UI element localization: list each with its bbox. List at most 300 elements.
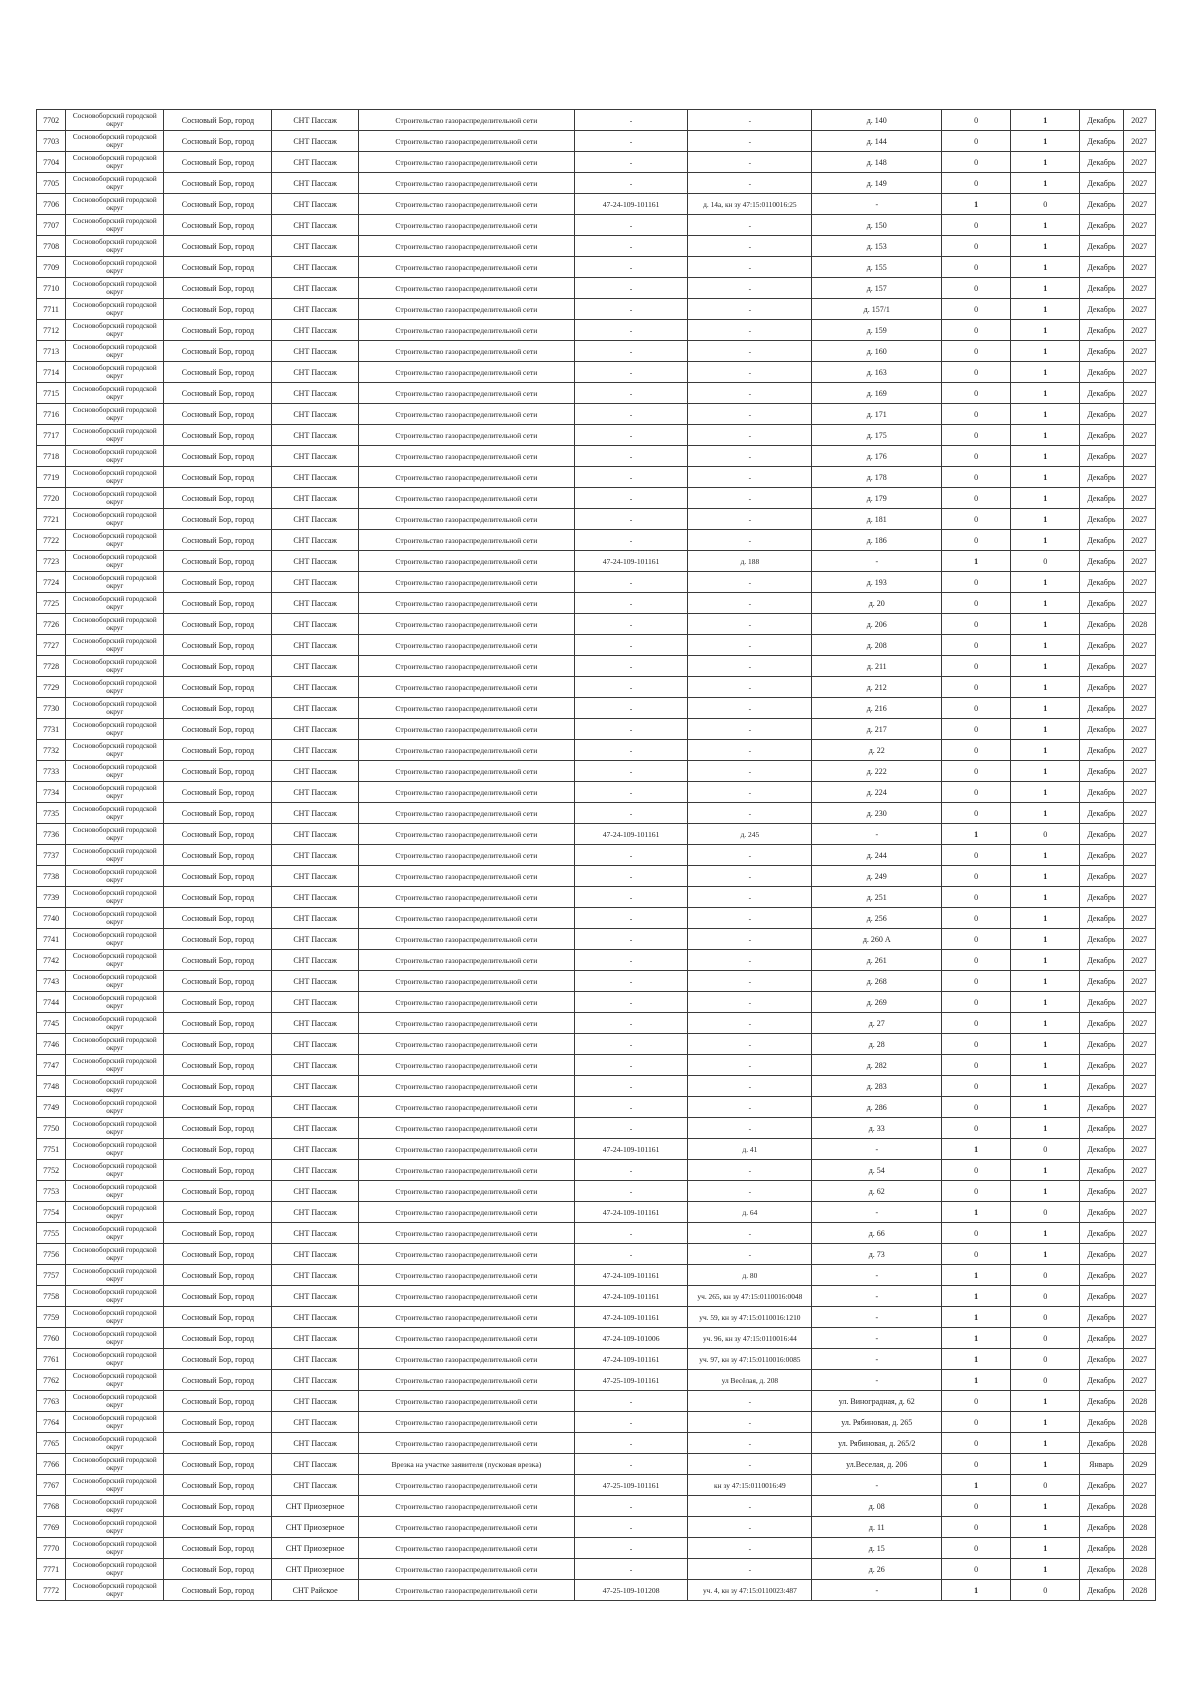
house-address: д. 73: [812, 1244, 942, 1265]
month-cell: Декабрь: [1080, 1328, 1123, 1349]
row-number: 7708: [37, 236, 66, 257]
cadastral-code: -: [574, 677, 687, 698]
district-name: Сосновоборский городской округ: [66, 278, 164, 299]
count-applicants: 0: [942, 1496, 1011, 1517]
plot-address: -: [688, 1076, 812, 1097]
work-type: Строительство газораспределительной сети: [358, 278, 574, 299]
work-type: Строительство газораспределительной сети: [358, 1538, 574, 1559]
district-name: Сосновоборский городской округ: [66, 950, 164, 971]
row-number: 7747: [37, 1055, 66, 1076]
cadastral-code: -: [574, 1454, 687, 1475]
plot-address: -: [688, 698, 812, 719]
month-cell: Декабрь: [1080, 1034, 1123, 1055]
row-number: 7741: [37, 929, 66, 950]
house-address: д. 140: [812, 110, 942, 131]
count-planned: 1: [1011, 110, 1080, 131]
count-applicants: 0: [942, 1559, 1011, 1580]
house-address: д. 22: [812, 740, 942, 761]
count-planned: 1: [1011, 1496, 1080, 1517]
year-cell: 2027: [1123, 530, 1155, 551]
district-name: Сосновоборский городской округ: [66, 1202, 164, 1223]
row-number: 7750: [37, 1118, 66, 1139]
month-cell: Декабрь: [1080, 761, 1123, 782]
snt-name: СНТ Пассаж: [272, 1265, 358, 1286]
year-cell: 2027: [1123, 1202, 1155, 1223]
plot-address: -: [688, 1097, 812, 1118]
cadastral-code: -: [574, 1517, 687, 1538]
plot-address: -: [688, 1160, 812, 1181]
count-applicants: 0: [942, 1055, 1011, 1076]
month-cell: Декабрь: [1080, 446, 1123, 467]
house-address: д. 211: [812, 656, 942, 677]
snt-name: СНТ Пассаж: [272, 446, 358, 467]
year-cell: 2027: [1123, 824, 1155, 845]
plot-address: -: [688, 1034, 812, 1055]
district-name: Сосновоборский городской округ: [66, 173, 164, 194]
table-row: [37, 404, 1156, 425]
snt-name: СНТ Пассаж: [272, 1181, 358, 1202]
month-cell: Декабрь: [1080, 1181, 1123, 1202]
snt-name: СНТ Пассаж: [272, 992, 358, 1013]
house-address: -: [812, 1202, 942, 1223]
table-row: [37, 677, 1156, 698]
snt-name: СНТ Пассаж: [272, 635, 358, 656]
settlement-name: Сосновый Бор, город: [164, 299, 272, 320]
cadastral-code: -: [574, 950, 687, 971]
plot-address: уч. 59, кн зу 47:15:0110016:1210: [688, 1307, 812, 1328]
table-row: [37, 908, 1156, 929]
plot-address: -: [688, 446, 812, 467]
month-cell: Декабрь: [1080, 698, 1123, 719]
district-name: Сосновоборский городской округ: [66, 1496, 164, 1517]
year-cell: 2027: [1123, 656, 1155, 677]
table-row: [37, 278, 1156, 299]
plot-address: -: [688, 614, 812, 635]
count-planned: 1: [1011, 761, 1080, 782]
settlement-name: Сосновый Бор, город: [164, 866, 272, 887]
house-address: ул. Рябиновая, д. 265/2: [812, 1433, 942, 1454]
row-number: 7711: [37, 299, 66, 320]
plot-address: -: [688, 1559, 812, 1580]
count-applicants: 0: [942, 1118, 1011, 1139]
table-row: [37, 1055, 1156, 1076]
row-number: 7738: [37, 866, 66, 887]
count-planned: 1: [1011, 572, 1080, 593]
work-type: Строительство газораспределительной сети: [358, 887, 574, 908]
count-applicants: 0: [942, 383, 1011, 404]
count-applicants: 0: [942, 593, 1011, 614]
house-address: д. 159: [812, 320, 942, 341]
year-cell: 2028: [1123, 1538, 1155, 1559]
month-cell: Декабрь: [1080, 1265, 1123, 1286]
count-planned: 1: [1011, 845, 1080, 866]
count-applicants: 0: [942, 740, 1011, 761]
cadastral-code: -: [574, 656, 687, 677]
year-cell: 2027: [1123, 215, 1155, 236]
cadastral-code: -: [574, 1118, 687, 1139]
work-type: Строительство газораспределительной сети: [358, 215, 574, 236]
count-planned: 1: [1011, 278, 1080, 299]
snt-name: СНТ Пассаж: [272, 341, 358, 362]
district-name: Сосновоборский городской округ: [66, 257, 164, 278]
work-type: Строительство газораспределительной сети: [358, 1013, 574, 1034]
table-row: [37, 656, 1156, 677]
settlement-name: Сосновый Бор, город: [164, 593, 272, 614]
count-planned: 1: [1011, 677, 1080, 698]
table-row: [37, 1580, 1156, 1601]
cadastral-code: -: [574, 971, 687, 992]
month-cell: Декабрь: [1080, 467, 1123, 488]
year-cell: 2027: [1123, 677, 1155, 698]
work-type: Строительство газораспределительной сети: [358, 929, 574, 950]
month-cell: Декабрь: [1080, 1538, 1123, 1559]
house-address: д. 217: [812, 719, 942, 740]
house-address: -: [812, 1286, 942, 1307]
count-planned: 1: [1011, 446, 1080, 467]
district-name: Сосновоборский городской округ: [66, 215, 164, 236]
work-type: Строительство газораспределительной сети: [358, 1244, 574, 1265]
snt-name: СНТ Пассаж: [272, 845, 358, 866]
cadastral-code: -: [574, 152, 687, 173]
count-applicants: 0: [942, 845, 1011, 866]
settlement-name: Сосновый Бор, город: [164, 1139, 272, 1160]
cadastral-code: 47-25-109-101208: [574, 1580, 687, 1601]
year-cell: 2027: [1123, 320, 1155, 341]
document-page: [36, 109, 1156, 1601]
plot-address: -: [688, 278, 812, 299]
table-row: [37, 488, 1156, 509]
cadastral-code: -: [574, 845, 687, 866]
count-planned: 1: [1011, 992, 1080, 1013]
plot-address: -: [688, 677, 812, 698]
year-cell: 2027: [1123, 1181, 1155, 1202]
settlement-name: Сосновый Бор, город: [164, 278, 272, 299]
row-number: 7733: [37, 761, 66, 782]
row-number: 7772: [37, 1580, 66, 1601]
plot-address: -: [688, 761, 812, 782]
month-cell: Декабрь: [1080, 404, 1123, 425]
cadastral-code: 47-24-109-101161: [574, 824, 687, 845]
table-row: [37, 698, 1156, 719]
house-address: д. 286: [812, 1097, 942, 1118]
work-type: Строительство газораспределительной сети: [358, 1580, 574, 1601]
month-cell: Декабрь: [1080, 971, 1123, 992]
work-type: Строительство газораспределительной сети: [358, 866, 574, 887]
snt-name: СНТ Пассаж: [272, 152, 358, 173]
plot-address: -: [688, 152, 812, 173]
month-cell: Декабрь: [1080, 740, 1123, 761]
row-number: 7765: [37, 1433, 66, 1454]
settlement-name: Сосновый Бор, город: [164, 845, 272, 866]
row-number: 7703: [37, 131, 66, 152]
month-cell: Декабрь: [1080, 1412, 1123, 1433]
month-cell: Декабрь: [1080, 173, 1123, 194]
plot-address: д. 245: [688, 824, 812, 845]
house-address: д. 148: [812, 152, 942, 173]
house-address: д. 268: [812, 971, 942, 992]
table-row: [37, 1223, 1156, 1244]
district-name: Сосновоборский городской округ: [66, 1454, 164, 1475]
house-address: д. 206: [812, 614, 942, 635]
year-cell: 2027: [1123, 257, 1155, 278]
count-applicants: 0: [942, 362, 1011, 383]
count-applicants: 0: [942, 1538, 1011, 1559]
snt-name: СНТ Пассаж: [272, 1034, 358, 1055]
row-number: 7767: [37, 1475, 66, 1496]
snt-name: СНТ Пассаж: [272, 1160, 358, 1181]
plot-address: уч. 265, кн зу 47:15:0110016:0048: [688, 1286, 812, 1307]
table-row: [37, 887, 1156, 908]
settlement-name: Сосновый Бор, город: [164, 887, 272, 908]
district-name: Сосновоборский городской округ: [66, 782, 164, 803]
table-row: [37, 740, 1156, 761]
snt-name: СНТ Пассаж: [272, 236, 358, 257]
plot-address: -: [688, 593, 812, 614]
month-cell: Декабрь: [1080, 719, 1123, 740]
row-number: 7722: [37, 530, 66, 551]
month-cell: Декабрь: [1080, 1433, 1123, 1454]
work-type: Строительство газораспределительной сети: [358, 1391, 574, 1412]
table-row: [37, 236, 1156, 257]
row-number: 7737: [37, 845, 66, 866]
row-number: 7740: [37, 908, 66, 929]
month-cell: Декабрь: [1080, 257, 1123, 278]
row-number: 7763: [37, 1391, 66, 1412]
row-number: 7768: [37, 1496, 66, 1517]
month-cell: Декабрь: [1080, 1496, 1123, 1517]
snt-name: СНТ Пассаж: [272, 614, 358, 635]
work-type: Строительство газораспределительной сети: [358, 530, 574, 551]
row-number: 7729: [37, 677, 66, 698]
count-applicants: 0: [942, 992, 1011, 1013]
district-name: Сосновоборский городской округ: [66, 1034, 164, 1055]
snt-name: СНТ Пассаж: [272, 866, 358, 887]
cadastral-code: -: [574, 1433, 687, 1454]
house-address: д. 171: [812, 404, 942, 425]
year-cell: 2027: [1123, 362, 1155, 383]
plot-address: -: [688, 719, 812, 740]
count-planned: 1: [1011, 488, 1080, 509]
year-cell: 2028: [1123, 614, 1155, 635]
count-applicants: 0: [942, 656, 1011, 677]
work-type: Строительство газораспределительной сети: [358, 173, 574, 194]
district-name: Сосновоборский городской округ: [66, 1412, 164, 1433]
table-row: [37, 467, 1156, 488]
count-applicants: 0: [942, 1244, 1011, 1265]
work-type: Строительство газораспределительной сети: [358, 299, 574, 320]
month-cell: Декабрь: [1080, 1160, 1123, 1181]
plot-address: -: [688, 173, 812, 194]
house-address: д. 153: [812, 236, 942, 257]
row-number: 7725: [37, 593, 66, 614]
year-cell: 2027: [1123, 425, 1155, 446]
table-row: [37, 1517, 1156, 1538]
settlement-name: Сосновый Бор, город: [164, 152, 272, 173]
house-address: д. 249: [812, 866, 942, 887]
month-cell: Декабрь: [1080, 383, 1123, 404]
settlement-name: Сосновый Бор, город: [164, 1412, 272, 1433]
district-name: Сосновоборский городской округ: [66, 887, 164, 908]
count-applicants: 1: [942, 1139, 1011, 1160]
house-address: д. 62: [812, 1181, 942, 1202]
plot-address: д. 41: [688, 1139, 812, 1160]
work-type: Строительство газораспределительной сети: [358, 1328, 574, 1349]
count-applicants: 0: [942, 509, 1011, 530]
table-body: [37, 110, 1156, 1601]
house-address: д. 28: [812, 1034, 942, 1055]
year-cell: 2027: [1123, 1475, 1155, 1496]
house-address: ул. Рябиновая, д. 265: [812, 1412, 942, 1433]
district-name: Сосновоборский городской округ: [66, 488, 164, 509]
snt-name: СНТ Пассаж: [272, 1391, 358, 1412]
year-cell: 2028: [1123, 1517, 1155, 1538]
count-applicants: 0: [942, 1160, 1011, 1181]
table-row: [37, 1013, 1156, 1034]
count-planned: 1: [1011, 1013, 1080, 1034]
district-name: Сосновоборский городской округ: [66, 341, 164, 362]
row-number: 7717: [37, 425, 66, 446]
district-name: Сосновоборский городской округ: [66, 572, 164, 593]
cadastral-code: -: [574, 341, 687, 362]
count-applicants: 0: [942, 320, 1011, 341]
settlement-name: Сосновый Бор, город: [164, 1118, 272, 1139]
row-number: 7743: [37, 971, 66, 992]
month-cell: Декабрь: [1080, 866, 1123, 887]
count-applicants: 1: [942, 1370, 1011, 1391]
year-cell: 2027: [1123, 467, 1155, 488]
work-type: Строительство газораспределительной сети: [358, 1118, 574, 1139]
work-type: Строительство газораспределительной сети: [358, 950, 574, 971]
month-cell: Декабрь: [1080, 194, 1123, 215]
snt-name: СНТ Пассаж: [272, 488, 358, 509]
count-applicants: 0: [942, 1076, 1011, 1097]
plot-address: -: [688, 992, 812, 1013]
month-cell: Декабрь: [1080, 929, 1123, 950]
table-row: [37, 1538, 1156, 1559]
row-number: 7709: [37, 257, 66, 278]
settlement-name: Сосновый Бор, город: [164, 1538, 272, 1559]
snt-name: СНТ Пассаж: [272, 677, 358, 698]
snt-name: СНТ Пассаж: [272, 1223, 358, 1244]
row-number: 7716: [37, 404, 66, 425]
snt-name: СНТ Пассаж: [272, 803, 358, 824]
count-applicants: 0: [942, 131, 1011, 152]
count-applicants: 0: [942, 110, 1011, 131]
row-number: 7706: [37, 194, 66, 215]
settlement-name: Сосновый Бор, город: [164, 215, 272, 236]
cadastral-code: -: [574, 740, 687, 761]
house-address: д. 222: [812, 761, 942, 782]
row-number: 7755: [37, 1223, 66, 1244]
house-address: д. 269: [812, 992, 942, 1013]
table-row: [37, 425, 1156, 446]
month-cell: Декабрь: [1080, 278, 1123, 299]
count-planned: 1: [1011, 1034, 1080, 1055]
plot-address: -: [688, 1118, 812, 1139]
snt-name: СНТ Пассаж: [272, 656, 358, 677]
settlement-name: Сосновый Бор, город: [164, 509, 272, 530]
snt-name: СНТ Пассаж: [272, 551, 358, 572]
district-name: Сосновоборский городской округ: [66, 530, 164, 551]
snt-name: СНТ Пассаж: [272, 572, 358, 593]
district-name: Сосновоборский городской округ: [66, 131, 164, 152]
settlement-name: Сосновый Бор, город: [164, 425, 272, 446]
table-row: [37, 1349, 1156, 1370]
district-name: Сосновоборский городской округ: [66, 383, 164, 404]
month-cell: Декабрь: [1080, 635, 1123, 656]
snt-name: СНТ Пассаж: [272, 1349, 358, 1370]
cadastral-code: -: [574, 887, 687, 908]
count-applicants: 0: [942, 1517, 1011, 1538]
table-row: [37, 509, 1156, 530]
cadastral-code: -: [574, 1160, 687, 1181]
count-planned: 1: [1011, 1160, 1080, 1181]
count-applicants: 0: [942, 152, 1011, 173]
district-name: Сосновоборский городской округ: [66, 110, 164, 131]
count-planned: 1: [1011, 1181, 1080, 1202]
snt-name: СНТ Пассаж: [272, 740, 358, 761]
work-type: Строительство газораспределительной сети: [358, 782, 574, 803]
district-name: Сосновоборский городской округ: [66, 803, 164, 824]
district-name: Сосновоборский городской округ: [66, 467, 164, 488]
month-cell: Декабрь: [1080, 425, 1123, 446]
table-row: [37, 593, 1156, 614]
month-cell: Декабрь: [1080, 1223, 1123, 1244]
table-row: [37, 194, 1156, 215]
settlement-name: Сосновый Бор, город: [164, 656, 272, 677]
count-planned: 0: [1011, 551, 1080, 572]
settlement-name: Сосновый Бор, город: [164, 173, 272, 194]
row-number: 7713: [37, 341, 66, 362]
work-type: Строительство газораспределительной сети: [358, 1496, 574, 1517]
count-planned: 1: [1011, 1538, 1080, 1559]
count-planned: 1: [1011, 320, 1080, 341]
district-name: Сосновоборский городской округ: [66, 992, 164, 1013]
house-address: -: [812, 1349, 942, 1370]
settlement-name: Сосновый Бор, город: [164, 1517, 272, 1538]
settlement-name: Сосновый Бор, город: [164, 1265, 272, 1286]
month-cell: Декабрь: [1080, 1286, 1123, 1307]
house-address: д. 176: [812, 446, 942, 467]
count-planned: 1: [1011, 425, 1080, 446]
count-applicants: 0: [942, 698, 1011, 719]
row-number: 7771: [37, 1559, 66, 1580]
work-type: Строительство газораспределительной сети: [358, 1370, 574, 1391]
count-planned: 1: [1011, 1223, 1080, 1244]
plot-address: -: [688, 971, 812, 992]
table-row: [37, 1034, 1156, 1055]
count-applicants: 1: [942, 1202, 1011, 1223]
cadastral-code: 47-25-109-101161: [574, 1475, 687, 1496]
snt-name: СНТ Пассаж: [272, 929, 358, 950]
work-type: Строительство газораспределительной сети: [358, 425, 574, 446]
settlement-name: Сосновый Бор, город: [164, 467, 272, 488]
row-number: 7723: [37, 551, 66, 572]
settlement-name: Сосновый Бор, город: [164, 257, 272, 278]
snt-name: СНТ Пассаж: [272, 698, 358, 719]
plot-address: -: [688, 656, 812, 677]
work-type: Строительство газораспределительной сети: [358, 1286, 574, 1307]
snt-name: СНТ Пассаж: [272, 530, 358, 551]
cadastral-code: -: [574, 299, 687, 320]
house-address: -: [812, 194, 942, 215]
work-type: Строительство газораспределительной сети: [358, 1076, 574, 1097]
plot-address: -: [688, 887, 812, 908]
year-cell: 2027: [1123, 446, 1155, 467]
count-planned: 1: [1011, 341, 1080, 362]
table-row: [37, 551, 1156, 572]
district-name: Сосновоборский городской округ: [66, 656, 164, 677]
